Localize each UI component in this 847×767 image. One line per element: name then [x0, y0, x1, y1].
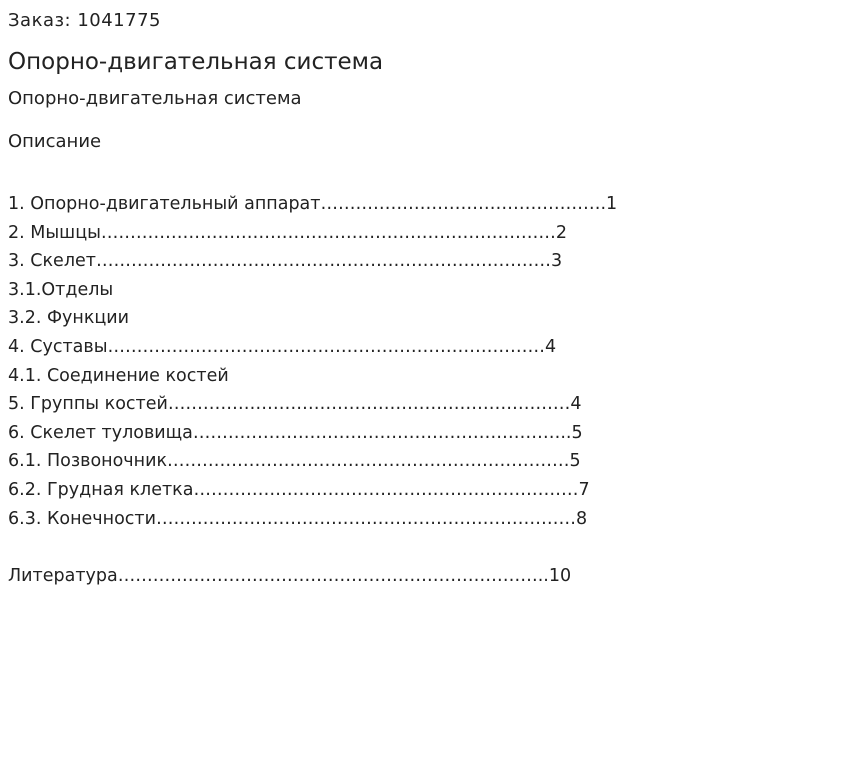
toc-item: 4. Суставы…………………………………………………………………4: [8, 336, 557, 357]
toc-item: 6.2. Грудная клетка…………………………………………………………7: [8, 479, 590, 500]
toc-literature: Литература………………………………………………………………..10: [8, 565, 572, 586]
toc-item: 4.1. Соединение костей: [8, 365, 229, 386]
page-title: Опорно-двигательная система: [8, 49, 384, 75]
toc-item: 3.1.Отделы: [8, 279, 114, 300]
toc-item: 6.3. Конечности………………………………………………………………8: [8, 508, 588, 529]
toc-item: 5. Группы костей……………………………………………………………4: [8, 394, 582, 415]
toc-item: 6. Скелет туловища………………………………………………………..5: [8, 422, 583, 443]
page-subtitle: Опорно-двигательная система: [8, 88, 302, 109]
description-heading: Описание: [8, 131, 102, 152]
toc-item: 3. Скелет……………………………………………………………………3: [8, 251, 563, 272]
toc-spacer: [8, 536, 617, 565]
toc-item: 3.2. Функции: [8, 308, 130, 329]
toc-item: 2. Мышцы……………………………………………………………………2: [8, 222, 568, 243]
order-number: Заказ: 1041775: [8, 10, 161, 31]
toc-item: 1. Опорно-двигательный аппарат………………………………………….1: [8, 194, 618, 214]
toc-item: 6.1. Позвоночник……………………………………………………………5: [8, 451, 581, 472]
table-of-contents: [8, 193, 617, 593]
